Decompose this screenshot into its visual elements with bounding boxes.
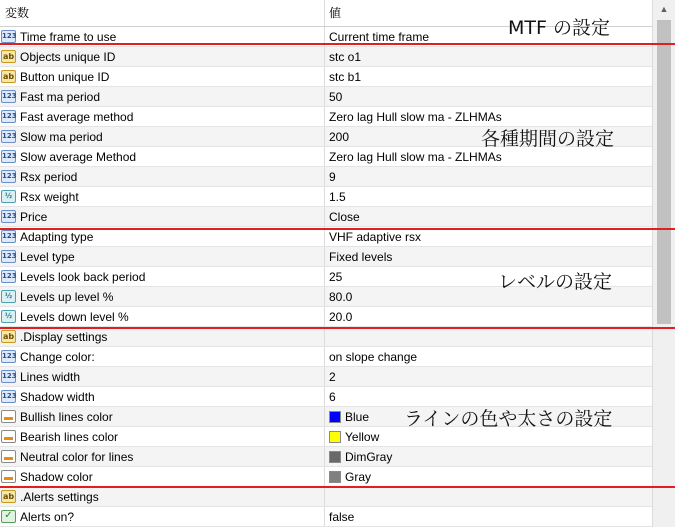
parameter-name-cell	[0, 47, 325, 66]
double-type-icon: ½	[1, 190, 16, 203]
parameter-name: Price	[20, 209, 48, 224]
table-row[interactable]	[0, 247, 652, 267]
color-type-icon	[1, 430, 16, 443]
double-type-icon: ½	[1, 290, 16, 303]
integer-type-icon: 123	[1, 30, 16, 43]
parameter-name: Levels look back period	[20, 269, 146, 284]
parameter-value-cell[interactable]	[325, 67, 652, 86]
section-divider	[0, 486, 675, 488]
parameter-name-cell	[0, 387, 325, 406]
table-row[interactable]	[0, 327, 652, 347]
parameter-value-cell[interactable]	[325, 507, 652, 526]
section-divider	[0, 228, 675, 230]
parameter-value: Zero lag Hull slow ma - ZLHMAs	[329, 109, 502, 124]
parameter-value-cell[interactable]	[325, 347, 652, 366]
table-row[interactable]	[0, 47, 652, 67]
parameter-value: 2	[329, 369, 336, 384]
scrollbar-thumb[interactable]	[657, 20, 671, 324]
parameter-name-cell	[0, 267, 325, 286]
table-row[interactable]	[0, 487, 652, 507]
parameter-value: on slope change	[329, 349, 418, 364]
parameter-value-cell[interactable]	[325, 487, 652, 506]
parameter-name: Levels down level %	[20, 309, 129, 324]
parameter-value: 50	[329, 89, 343, 104]
annotation-lines: ラインの色や太さの設定	[404, 408, 613, 430]
annotation-periods: 各種期間の設定	[481, 128, 615, 150]
parameter-value: stc o1	[329, 49, 362, 64]
string-type-icon: ab	[2, 72, 15, 81]
integer-type-icon: 123	[1, 150, 16, 163]
parameter-name-cell	[0, 147, 325, 166]
table-row[interactable]	[0, 307, 652, 327]
parameter-value: 6	[329, 389, 336, 404]
parameter-name: Rsx weight	[20, 189, 79, 204]
parameter-name: Adapting type	[20, 229, 94, 244]
color-swatch	[329, 451, 341, 463]
parameter-name: Rsx period	[20, 169, 78, 184]
parameter-value: VHF adaptive rsx	[329, 229, 422, 244]
parameter-value-cell[interactable]	[325, 467, 652, 486]
parameter-value: 25	[329, 269, 343, 284]
parameter-name: Fast ma period	[20, 89, 101, 104]
color-type-icon	[1, 470, 16, 483]
scroll-up-arrow-icon[interactable]: ▲	[659, 4, 669, 14]
vertical-scrollbar[interactable]	[652, 0, 675, 527]
integer-type-icon: 123	[1, 210, 16, 223]
parameter-name-cell	[0, 407, 325, 426]
parameter-name: Bearish lines color	[20, 429, 119, 444]
double-type-icon: ½	[1, 310, 16, 323]
parameter-name-cell	[0, 87, 325, 106]
parameter-value-cell[interactable]	[325, 447, 652, 466]
parameter-value: false	[329, 509, 355, 524]
annotation-levels: レベルの設定	[498, 271, 613, 293]
parameter-name-cell	[0, 207, 325, 226]
parameter-name-cell	[0, 287, 325, 306]
parameter-name-cell	[0, 467, 325, 486]
color-swatch	[329, 411, 341, 423]
parameter-name: Lines width	[20, 369, 81, 384]
parameter-value: 9	[329, 169, 336, 184]
parameter-value: DimGray	[345, 449, 393, 464]
parameter-name-cell	[0, 367, 325, 386]
string-type-icon: ab	[2, 492, 15, 501]
parameter-value: 20.0	[329, 309, 353, 324]
parameter-value-cell[interactable]	[325, 187, 652, 206]
table-row[interactable]	[0, 167, 652, 187]
parameter-name-cell	[0, 507, 325, 526]
parameter-name-cell	[0, 167, 325, 186]
parameter-name: Neutral color for lines	[20, 449, 134, 464]
parameter-value: 1.5	[329, 189, 346, 204]
parameter-name: Button unique ID	[20, 69, 110, 84]
integer-type-icon: 123	[1, 350, 16, 363]
parameter-name: Slow average Method	[20, 149, 137, 164]
table-row[interactable]	[0, 67, 652, 87]
table-row[interactable]	[0, 367, 652, 387]
parameter-value-cell[interactable]	[325, 327, 652, 346]
parameter-name: Shadow width	[20, 389, 95, 404]
parameter-name: .Display settings	[20, 329, 108, 344]
parameter-name: Levels up level %	[20, 289, 114, 304]
boolean-type-icon: ✓	[1, 510, 16, 523]
parameter-name-cell	[0, 107, 325, 126]
parameter-name: Level type	[20, 249, 75, 264]
integer-type-icon: 123	[1, 390, 16, 403]
integer-type-icon: 123	[1, 130, 16, 143]
parameter-name: Objects unique ID	[20, 49, 116, 64]
column-header-variable[interactable]: 変数	[0, 0, 325, 26]
annotation-mtf: MTF の設定	[508, 17, 610, 39]
parameter-value: Yellow	[345, 429, 380, 444]
parameter-value: 80.0	[329, 289, 353, 304]
parameter-value: stc b1	[329, 69, 362, 84]
parameter-value-cell[interactable]	[325, 307, 652, 326]
parameter-value: Gray	[345, 469, 372, 484]
parameter-value: Blue	[345, 409, 370, 424]
parameter-name-cell	[0, 427, 325, 446]
color-type-icon	[1, 450, 16, 463]
parameter-value: Zero lag Hull slow ma - ZLHMAs	[329, 149, 502, 164]
color-type-icon	[1, 410, 16, 423]
table-row[interactable]	[0, 467, 652, 487]
parameter-name: Alerts on?	[20, 509, 75, 524]
parameter-value-cell[interactable]	[325, 367, 652, 386]
parameter-name-cell	[0, 307, 325, 326]
string-type-icon: ab	[2, 332, 15, 341]
table-row[interactable]	[0, 227, 652, 247]
parameter-name: .Alerts settings	[20, 489, 99, 504]
parameter-value-cell[interactable]	[325, 247, 652, 266]
parameter-value: Close	[329, 209, 360, 224]
parameter-name: Change color:	[20, 349, 95, 364]
parameter-name-cell	[0, 127, 325, 146]
parameter-value-cell[interactable]	[325, 207, 652, 226]
table-row[interactable]	[0, 447, 652, 467]
integer-type-icon: 123	[1, 230, 16, 243]
table-row[interactable]	[0, 507, 652, 527]
parameter-name: Bullish lines color	[20, 409, 113, 424]
parameter-value: 200	[329, 129, 350, 144]
integer-type-icon: 123	[1, 250, 16, 263]
parameter-value-cell[interactable]	[325, 87, 652, 106]
parameter-value: Current time frame	[329, 29, 430, 44]
section-divider	[0, 327, 675, 329]
parameter-name-cell	[0, 347, 325, 366]
table-row[interactable]	[0, 87, 652, 107]
string-type-icon: ab	[2, 52, 15, 61]
integer-type-icon: 123	[1, 90, 16, 103]
section-divider	[0, 43, 675, 45]
color-swatch	[329, 471, 341, 483]
table-row[interactable]	[0, 187, 652, 207]
table-row[interactable]	[0, 207, 652, 227]
parameter-name: Fast average method	[20, 109, 134, 124]
parameter-name: Slow ma period	[20, 129, 103, 144]
parameter-name: Time frame to use	[20, 29, 117, 44]
table-row[interactable]	[0, 347, 652, 367]
parameter-name-cell	[0, 327, 325, 346]
column-header-value[interactable]: 値	[329, 5, 342, 20]
parameter-name-cell	[0, 247, 325, 266]
parameter-name-cell	[0, 67, 325, 86]
integer-type-icon: 123	[1, 110, 16, 123]
parameter-value-cell[interactable]	[325, 167, 652, 186]
parameter-value-cell[interactable]	[325, 47, 652, 66]
parameter-name-cell	[0, 487, 325, 506]
parameter-name-cell	[0, 447, 325, 466]
parameter-name: Shadow color	[20, 469, 93, 484]
parameter-value: Fixed levels	[329, 249, 393, 264]
integer-type-icon: 123	[1, 170, 16, 183]
color-swatch	[329, 431, 341, 443]
integer-type-icon: 123	[1, 370, 16, 383]
integer-type-icon: 123	[1, 270, 16, 283]
parameter-name-cell	[0, 187, 325, 206]
